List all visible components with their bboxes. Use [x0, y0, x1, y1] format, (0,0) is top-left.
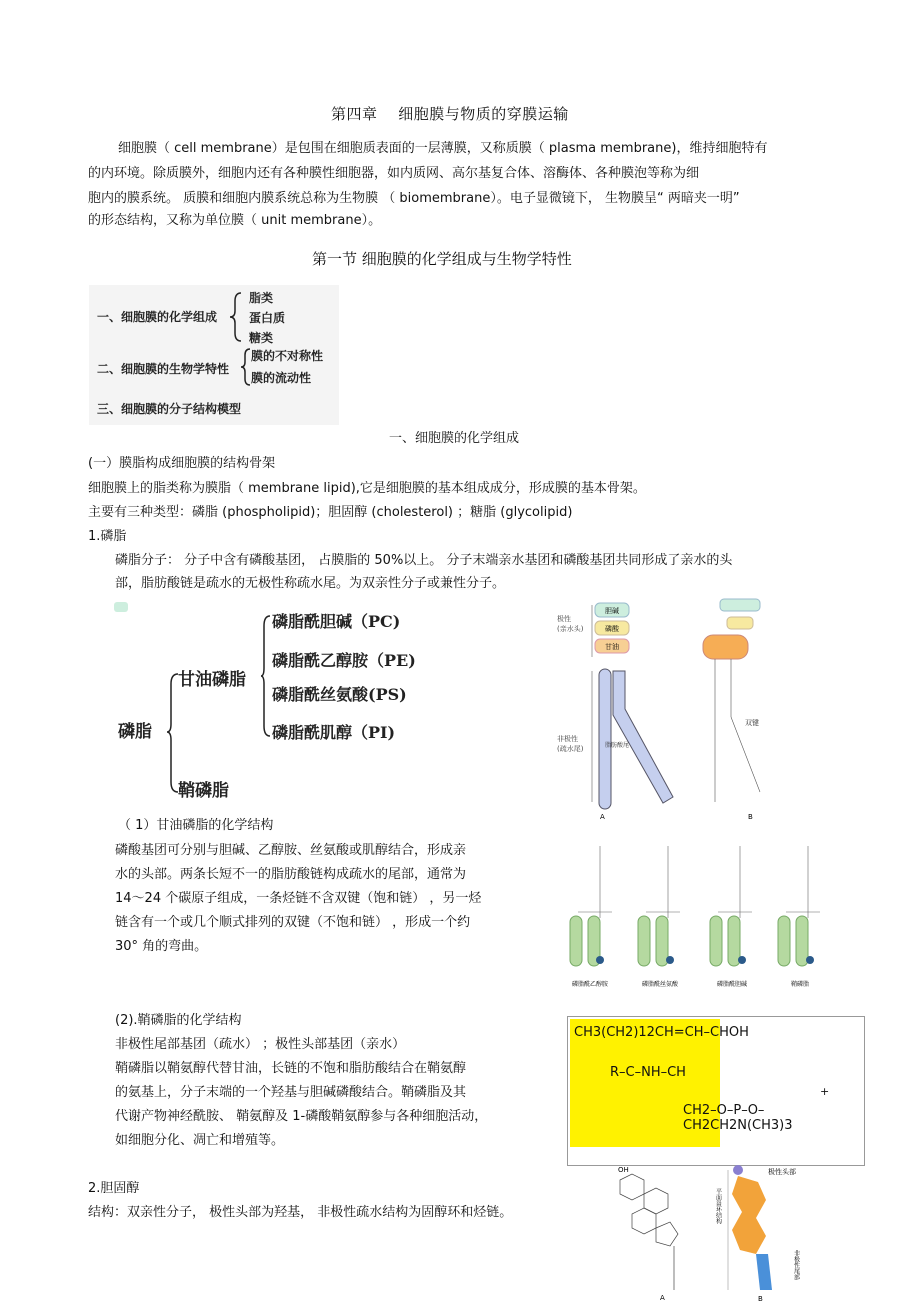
sphingo-title: (2).鞘磷脂的化学结构 [115, 1013, 242, 1028]
sphingo-line-4: 代谢产物神经酰胺、 鞘氨醇及 1-磷酸鞘氨醇参与各种细胞活动， [115, 1109, 488, 1124]
outline-item-1: 一、细胞膜的化学组成 [97, 310, 218, 324]
outline-sub-sugar: 糖类 [249, 331, 274, 345]
cholesterol-title: 2.胆固醇 [88, 1181, 140, 1196]
choline-label: 胆碱 [605, 607, 619, 615]
formula-top: CH3(CH2)12CH=CH–CHOH [574, 1025, 749, 1040]
tree-sphingomyelin: 鞘磷脂 [178, 781, 229, 801]
molecule-ps [638, 846, 680, 966]
caption-ps: 磷脂酰丝氨酸 [641, 981, 679, 988]
tree-leaf-pi: 磷脂酰肌醇（PI) [272, 723, 396, 742]
cholesterol-line-1: 结构：双亲性分子， 极性头部为羟基， 非极性疏水结构为固醇环和烃链。 [88, 1205, 513, 1220]
chapter-title: 第四章 细胞膜与物质的穿膜运输 [331, 105, 569, 123]
steroid-rings [620, 1174, 678, 1246]
outline-sub-asymmetry: 膜的不对称性 [251, 349, 324, 363]
glycero-line-5: 30° 角的弯曲。 [115, 939, 208, 954]
tree-root: 磷脂 [118, 722, 152, 742]
molecule-pe [570, 846, 612, 966]
straight-tail [599, 669, 611, 809]
caption-sm: 鞘磷脂 [790, 981, 810, 988]
formula-bottom: CH2–O–P–O–CH2CH2N(CH3)3 [683, 1103, 793, 1133]
molecule-pc [710, 846, 752, 966]
nonpolar-label-sub: (疏水尾) [557, 745, 584, 753]
oh-label: OH [618, 1166, 629, 1174]
caption-pe: 磷脂酰乙醇胺 [571, 981, 609, 988]
paragraph-lipid-types: 主要有三种类型：磷脂 (phospholipid)；胆固醇 (cholesterol) ；糖脂 (glycolipid) [88, 505, 573, 520]
outline-sub-lipid: 脂类 [249, 291, 274, 305]
phospholipid-line-2: 部，脂肪酸链是疏水的无极性称疏水尾。为双亲性分子或兼性分子。 [115, 576, 506, 591]
outline-item-2: 二、细胞膜的生物学特性 [97, 362, 230, 376]
glycero-line-4: 链含有一个或几个顺式排列的双键（不饱和链） ，形成一个约 [115, 915, 471, 930]
ring-label: 平面甾环结构 [714, 1188, 722, 1224]
label-b: B [758, 1295, 763, 1303]
double-bond-label: 双键 [745, 719, 759, 727]
sphingo-line-5: 如细胞分化、凋亡和增殖等。 [115, 1133, 285, 1148]
tail-label: 非极性尾部 [792, 1250, 800, 1280]
tree-leaf-pe: 磷脂酰乙醇胺（PE) [272, 651, 416, 670]
tree-brace-root [166, 672, 180, 796]
section-title: 第一节 细胞膜的化学组成与生物学特性 [312, 250, 572, 268]
heading-phospholipid: 1.磷脂 [88, 529, 127, 544]
head-phosphate [727, 617, 753, 629]
sphingo-line-3: 的氨基上，分子末端的一个羟基与胆碱磷酸结合。鞘磷脂及其 [115, 1085, 467, 1100]
outline-sub-protein: 蛋白质 [249, 311, 286, 325]
bent-tail [613, 671, 673, 803]
glycero-line-1: 磷酸基团可分别与胆碱、乙醇胺、丝氨酸或肌醇结合，形成亲 [115, 843, 467, 858]
tail-label: 脂肪酸尾 [605, 742, 630, 749]
four-phospholipids-figure [560, 838, 850, 993]
outline-item-3: 三、细胞膜的分子结构模型 [97, 402, 242, 416]
sphingomyelin-formula-figure [567, 1016, 865, 1166]
phospholipid-line-1: 磷脂分子： 分子中含有磷酸基团， 占膜脂的 50%以上。 分子末端亲水基团和磷酸基团共同形成了亲水的头 [115, 553, 733, 568]
formula-plus: + [820, 1085, 830, 1098]
sphingo-line-2: 鞘磷脂以鞘氨醇代替甘油，长链的不饱和脂肪酸结合在鞘氨醇 [115, 1061, 467, 1076]
cholesterol-figure [600, 1160, 815, 1303]
intro-line-1: 细胞膜（ cell membrane）是包围在细胞质表面的一层薄膜，又称质膜（ plasma membrane)，维持细胞特有 [118, 141, 768, 156]
head-choline [720, 599, 760, 611]
caption-pc: 磷脂酰胆碱 [716, 981, 748, 988]
phospholipid-model-figure [555, 597, 805, 822]
glycerol-label: 甘油 [605, 643, 619, 651]
head-glycerol [703, 635, 748, 659]
molecule-sm [778, 846, 820, 966]
glycero-line-3: 14～24 个碳原子组成，一条烃链不含双键（饱和链） ，另一烃 [115, 891, 482, 906]
heading-membrane-lipid: (一）膜脂构成细胞膜的结构骨架 [88, 456, 276, 471]
paragraph-membrane-lipid: 细胞膜上的脂类称为膜脂（ membrane lipid),它是细胞膜的基本组成成分，形成膜的基本骨架。 [88, 481, 646, 496]
label-a: A [660, 1294, 665, 1302]
glycero-title: （ 1）甘油磷脂的化学结构 [118, 818, 274, 833]
brace-1 [229, 291, 243, 343]
subsection-title: 一、细胞膜的化学组成 [389, 431, 520, 446]
sphingo-line-1: 非极性尾部基团（疏水） ；极性头部基团（亲水） [115, 1037, 406, 1052]
phosphate-label: 磷酸 [605, 625, 619, 633]
polar-head-label: 极性头部 [768, 1168, 796, 1176]
tree-brace-glycerol [260, 614, 272, 738]
tree-glycerophospholipid: 甘油磷脂 [178, 670, 246, 690]
glycero-line-2: 水的头部。两条长短不一的脂肪酸链构成疏水的尾部，通常为 [115, 867, 467, 882]
intro-line-2: 的内环境。除质膜外，细胞内还有各种膜性细胞器，如内质网、高尔基复合体、溶酶体、各种膜泡等称为细 [88, 166, 700, 181]
polar-label-sub: (亲水头) [557, 625, 584, 633]
intro-line-3: 胞内的膜系统。 质膜和细胞内膜系统总称为生物膜 （ biomembrane）。电子显微镜下， 生物膜呈“ 两暗夹一明” [88, 191, 740, 206]
formula-mid: R–C–NH–CH [610, 1065, 686, 1080]
polar-label: 极性 [557, 615, 571, 623]
carbon-chains [715, 659, 760, 802]
label-a: A [600, 813, 605, 821]
ring-shape [732, 1176, 766, 1254]
outline-mindmap [89, 285, 339, 425]
intro-line-4: 的形态结构，又称为单位膜（ unit membrane）。 [88, 213, 382, 228]
label-b: B [748, 813, 753, 821]
nonpolar-label: 非极性 [557, 735, 578, 743]
outline-sub-fluidity: 膜的流动性 [251, 371, 312, 385]
cropped-fragment [114, 602, 128, 612]
tree-leaf-ps: 磷脂酰丝氨酸(PS) [272, 685, 407, 704]
tree-leaf-pc: 磷脂酰胆碱（PC) [272, 612, 401, 631]
polar-head-circle [733, 1165, 743, 1175]
phospholipid-tree [110, 600, 430, 810]
tail-shape [756, 1254, 772, 1290]
